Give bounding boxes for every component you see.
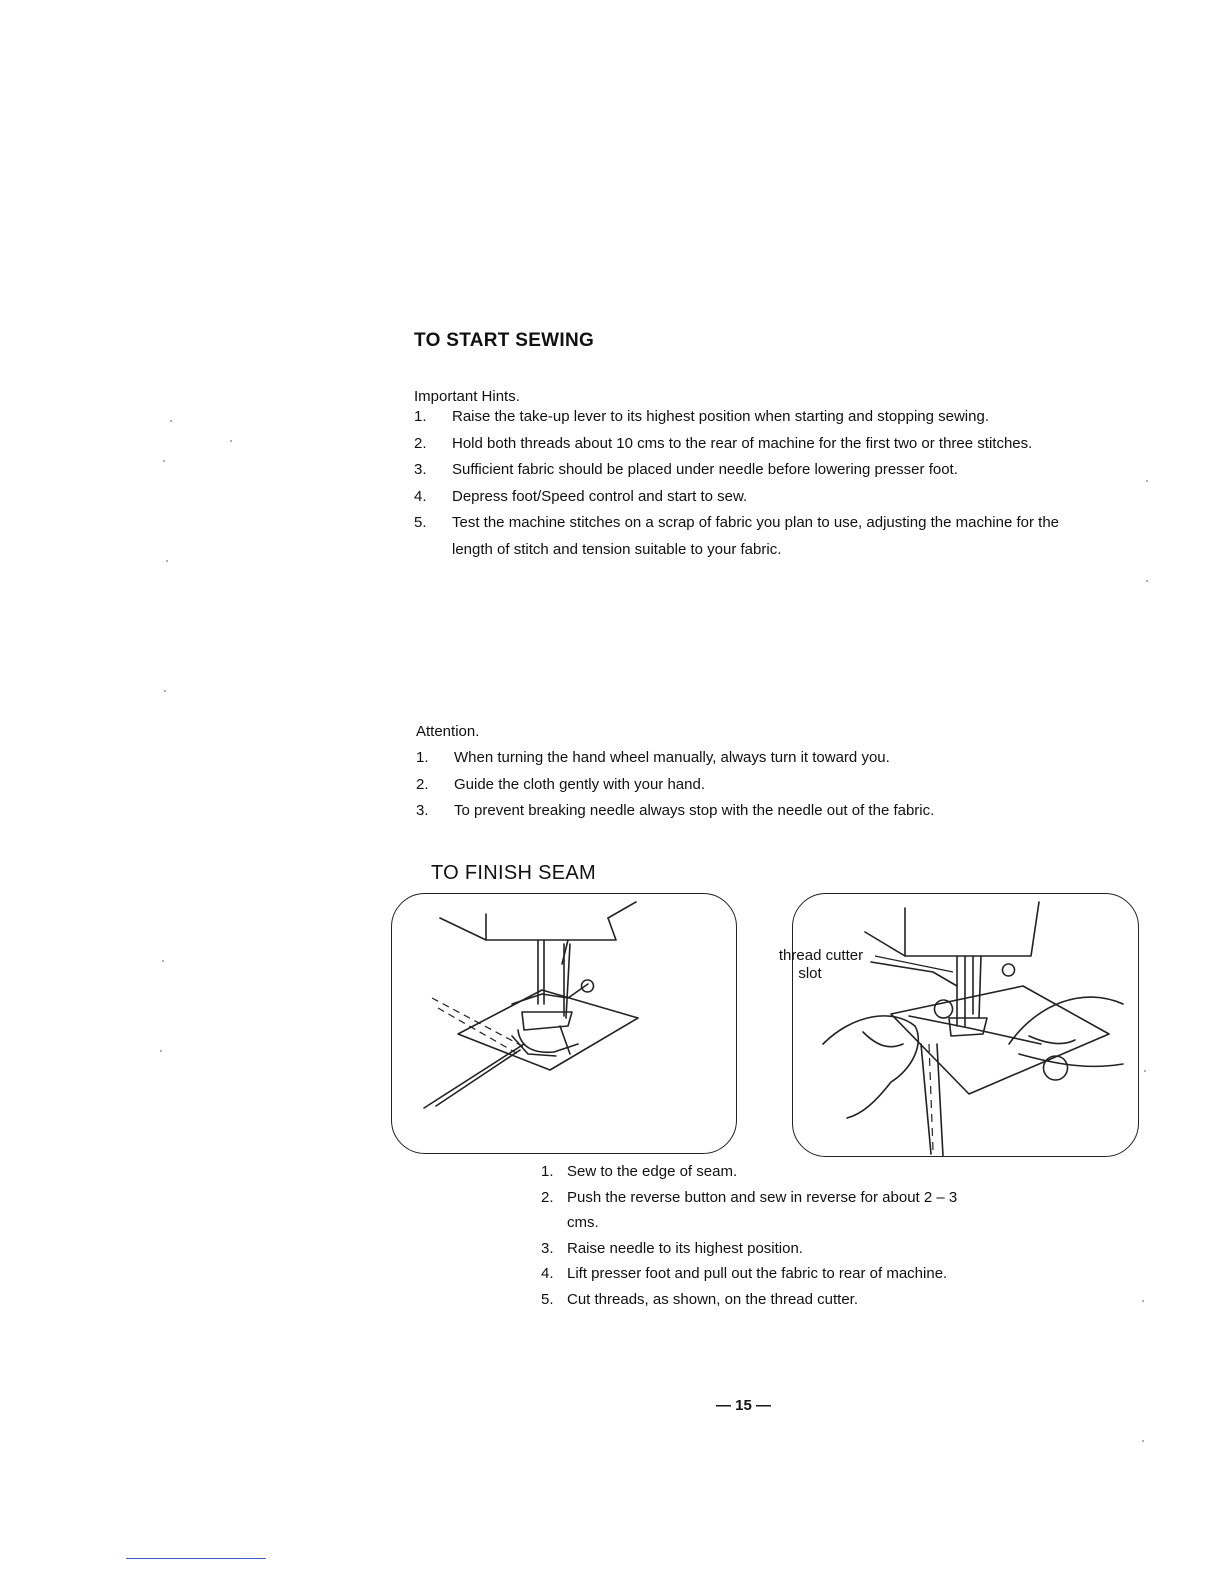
list-item: 3. To prevent breaking needle always stop with the needle out of the fabric. [416, 802, 935, 819]
finish-seam-list [541, 1159, 961, 1312]
thread-cutter-slot-label: slot [798, 965, 822, 982]
list-item: 1. Sew to the edge of seam. [541, 1163, 738, 1180]
page-number: — 15 — [716, 1397, 772, 1414]
list-item: 1. When turning the hand wheel manually, always turn it toward you. [416, 749, 890, 766]
attention-list [416, 745, 1072, 825]
section-title-finish-seam: TO FINISH SEAM [431, 862, 596, 884]
list-item: 2. Push the reverse button and sew in reverse for about 2 – 3 cms. [541, 1188, 958, 1231]
important-hints-heading: Important Hints. [414, 388, 520, 405]
hints-list [414, 404, 1070, 563]
list-item: 4. Lift presser foot and pull out the fabric to rear of machine. [541, 1265, 948, 1282]
finish-seam-illustration-right [778, 893, 1139, 1157]
finish-seam-illustration-left [391, 893, 737, 1154]
list-item: 2. Hold both threads about 10 cms to the rear of machine for the first two or three stitches. [414, 434, 1033, 452]
attention-heading: Attention. [416, 723, 480, 740]
list-item: 2. Guide the cloth gently with your hand. [416, 775, 705, 793]
thread-cutter-label: thread cutter [778, 947, 864, 964]
list-item: 3. Raise needle to its highest position. [541, 1239, 803, 1257]
list-item: 1. Raise the take-up lever to its highest position when starting and stopping sewing. [414, 408, 989, 425]
list-item: 5. Test the machine stitches on a scrap of fabric you plan to use, adjusting the machine for the length of stitch and tension suitable to your fabric. [414, 514, 1060, 558]
list-item: 3. Sufficient fabric should be placed under needle before lowering presser foot. [414, 461, 958, 478]
list-item: 4. Depress foot/Speed control and start to sew. [414, 487, 748, 505]
scan-underline-mark [126, 1558, 266, 1559]
sewing-machine-drawing [392, 894, 736, 1153]
thread-cutter-drawing [793, 894, 1138, 1156]
section-title-start-sewing: TO START SEWING [414, 330, 595, 351]
list-item: 5. Cut threads, as shown, on the thread cutter. [541, 1290, 859, 1308]
